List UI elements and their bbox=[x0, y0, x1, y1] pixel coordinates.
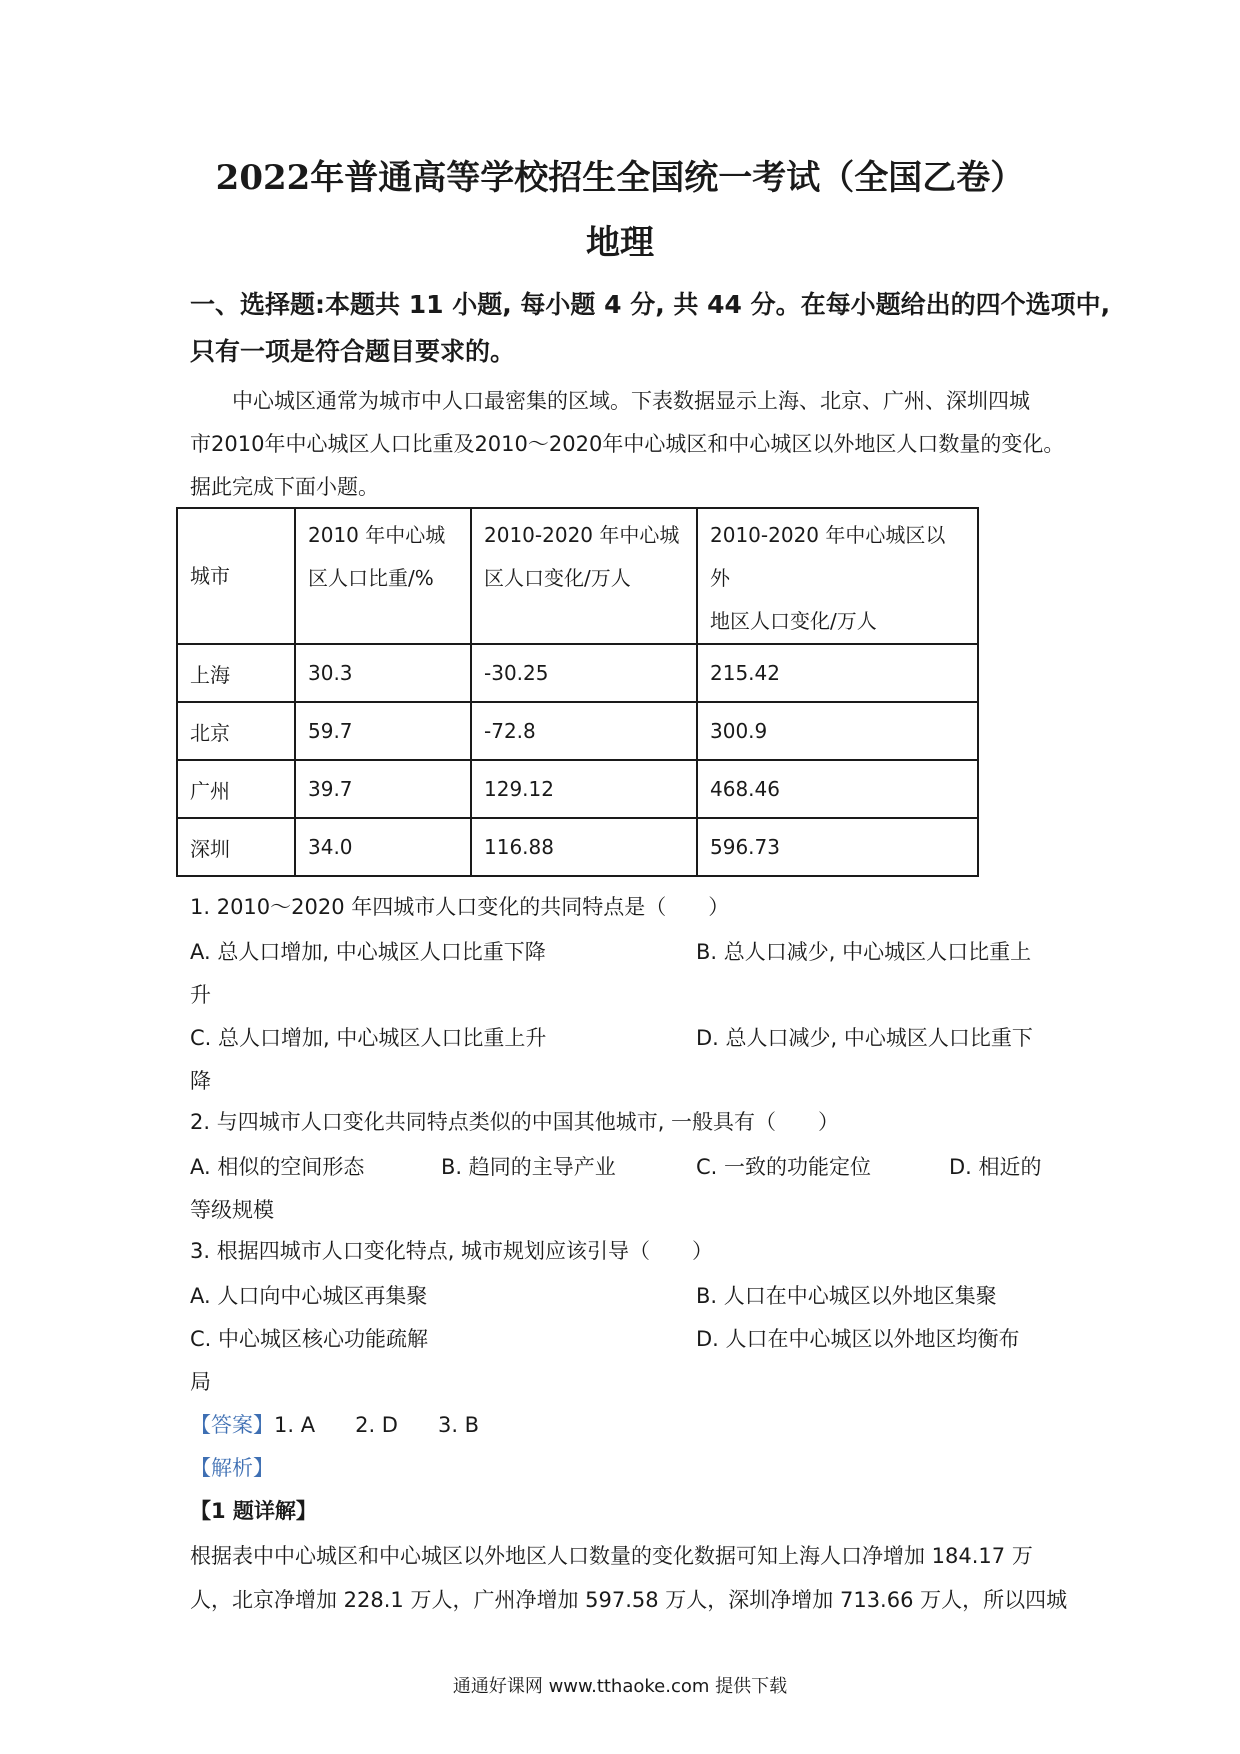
table-cell: 129.12 bbox=[471, 760, 697, 818]
analysis-line2: 人，北京净增加 228.1 万人，广州净增加 597.58 万人，深圳净增加 713.66 万人，所以四城 bbox=[190, 1588, 1068, 1612]
answer-label: 【答案】 bbox=[190, 1413, 274, 1437]
question-3-option-a: A. 人口向中心城区再集聚 bbox=[190, 1284, 428, 1308]
table-cell: 39.7 bbox=[295, 760, 471, 818]
intro-line2: 市2010年中心城区人口比重及2010～2020年中心城区和中心城区以外地区人口数量的变化。 bbox=[190, 432, 1065, 456]
table-cell: 广州 bbox=[177, 760, 295, 818]
table-cell: 300.9 bbox=[697, 702, 978, 760]
header-cell-city bbox=[177, 508, 295, 644]
table-row bbox=[177, 760, 978, 818]
question-2-option-d: D. 相近的 bbox=[949, 1155, 1042, 1179]
table-cell: -30.25 bbox=[471, 644, 697, 702]
section-heading-line2: 只有一项是符合题目要求的。 bbox=[190, 337, 516, 366]
header-text: 地区人口变化/万人 bbox=[710, 609, 877, 633]
table-header-row bbox=[177, 508, 978, 644]
table-cell: 596.73 bbox=[697, 818, 978, 876]
table-cell: 30.3 bbox=[295, 644, 471, 702]
table-cell: 468.46 bbox=[697, 760, 978, 818]
question-1-option-a: A. 总人口增加, 中心城区人口比重下降 bbox=[190, 940, 546, 964]
table-cell: 59.7 bbox=[295, 702, 471, 760]
answer-2: 2. D bbox=[355, 1413, 398, 1437]
question-2-stem: 2. 与四城市人口变化共同特点类似的中国其他城市, 一般具有（ ） bbox=[190, 1110, 840, 1134]
answer-1: 1. A bbox=[274, 1413, 316, 1437]
header-cell-outer-change bbox=[697, 508, 978, 644]
question-1-option-b-wrap: 升 bbox=[190, 983, 211, 1007]
analysis-subheading: 【1 题详解】 bbox=[190, 1499, 317, 1523]
question-1-option-d-wrap: 降 bbox=[190, 1069, 211, 1093]
intro-line1: 中心城区通常为城市中人口最密集的区域。下表数据显示上海、北京、广州、深圳四城 bbox=[232, 389, 1030, 413]
header-text: 2010 年中心城 bbox=[308, 523, 446, 547]
question-1-option-c: C. 总人口增加, 中心城区人口比重上升 bbox=[190, 1026, 547, 1050]
analysis-line1: 根据表中中心城区和中心城区以外地区人口数量的变化数据可知上海人口净增加 184.17 万 bbox=[190, 1544, 1033, 1568]
table-row bbox=[177, 818, 978, 876]
header-text: 区人口变化/万人 bbox=[484, 566, 631, 590]
question-3-option-d: D. 人口在中心城区以外地区均衡布 bbox=[696, 1327, 1020, 1351]
question-3-stem: 3. 根据四城市人口变化特点, 城市规划应该引导（ ） bbox=[190, 1239, 714, 1263]
question-1-option-d: D. 总人口减少, 中心城区人口比重下 bbox=[696, 1026, 1033, 1050]
question-2-option-c: C. 一致的功能定位 bbox=[696, 1155, 872, 1179]
table-row bbox=[177, 702, 978, 760]
population-table bbox=[176, 507, 979, 877]
header-text: 城市 bbox=[190, 563, 230, 588]
table-cell: 34.0 bbox=[295, 818, 471, 876]
table-cell: 上海 bbox=[177, 644, 295, 702]
table-cell: 北京 bbox=[177, 702, 295, 760]
analysis-label: 【解析】 bbox=[190, 1456, 274, 1480]
header-cell-share bbox=[295, 508, 471, 644]
answer-line bbox=[190, 1409, 479, 1439]
question-1-stem: 1. 2010～2020 年四城市人口变化的共同特点是（ ） bbox=[190, 895, 730, 919]
header-text: 2010-2020 年中心城区以外 bbox=[710, 523, 946, 590]
subject-title: 地理 bbox=[586, 223, 654, 263]
table-row bbox=[177, 644, 978, 702]
question-1-option-b: B. 总人口减少, 中心城区人口比重上 bbox=[696, 940, 1032, 964]
header-cell-central-change bbox=[471, 508, 697, 644]
footer-credit: 通通好课网 www.tthaoke.com 提供下载 bbox=[452, 1676, 788, 1697]
exam-title: 2022年普通高等学校招生全国统一考试（全国乙卷） bbox=[215, 158, 1025, 198]
table-cell: -72.8 bbox=[471, 702, 697, 760]
header-text: 区人口比重/% bbox=[308, 566, 434, 590]
header-text: 2010-2020 年中心城 bbox=[484, 523, 680, 547]
question-2-option-b: B. 趋同的主导产业 bbox=[441, 1155, 616, 1179]
table-cell: 116.88 bbox=[471, 818, 697, 876]
section-heading-line1: 一、选择题:本题共 11 小题, 每小题 4 分, 共 44 分。在每小题给出的四个选项中, bbox=[190, 290, 1111, 319]
intro-line3: 据此完成下面小题。 bbox=[190, 475, 379, 499]
answer-3: 3. B bbox=[437, 1413, 480, 1437]
question-3-option-c: C. 中心城区核心功能疏解 bbox=[190, 1327, 429, 1351]
question-2-option-d-wrap: 等级规模 bbox=[190, 1198, 274, 1222]
question-3-option-b: B. 人口在中心城区以外地区集聚 bbox=[696, 1284, 997, 1308]
table-cell: 215.42 bbox=[697, 644, 978, 702]
question-3-option-d-wrap: 局 bbox=[190, 1370, 211, 1394]
table-cell: 深圳 bbox=[177, 818, 295, 876]
question-2-option-a: A. 相似的空间形态 bbox=[190, 1155, 365, 1179]
